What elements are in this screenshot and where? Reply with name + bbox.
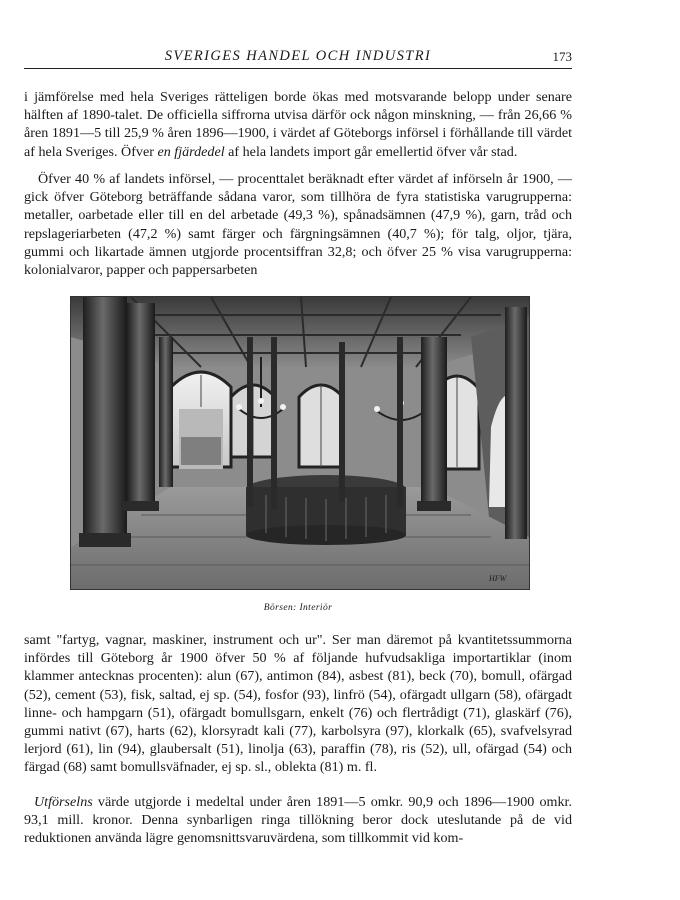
paragraph-1 (24, 88, 576, 161)
paragraph-1-text-a: i jämförelse med hela Sveriges rätteligen borde ökas med motsvarande belopp under senare hälften af 1890-talet. De officiella siffrorna utvisa därför ock någon minskning, — från 26,66 % åren 1891—5 till 25,9 % åren 1896—1900, i värdet af Göteborgs införsel i förhållande till värdet af hela Sveriges. Öfver (24, 89, 576, 160)
running-header (24, 46, 572, 69)
photo-caption: Börsen: Interiör (263, 603, 333, 613)
paragraph-4 (24, 793, 576, 848)
page-number: 173 (552, 49, 572, 64)
paragraph-1-emphasis: en fjärdedel (157, 143, 225, 160)
paragraph-1-text-b: af hela landets import går emellertid öfver vår stad. (224, 143, 518, 160)
paragraph-2: Öfver 40 % af landets införsel, — procenttalet beräknadt efter värdet af införseln år 1900, — gick öfver Göteborg beträffande sådana varor, som tillhöra de fyra statistiska varugrupperna: metaller, oarbetade eller till en del arbetade (49,3 %), spånadsämnen (47,9 %), garn, tråd och repslageriarbeten (47,2 %) samt färger och färgningsämnen (40,7 %); för talg, oljor, tjära, gummi och likartade ämnen utgjorde procentsiffran 32,8; och öfver 25 % visa varugrupperna: kolonialvaror, papper och pappersarbeten (24, 171, 572, 279)
photo-signature: HFW (489, 574, 507, 583)
paragraph-4-text: värde utgjorde i medeltal under åren 1891—5 omkr. 90,9 och 1896—1900 omkr. 93,1 mill. kronor. Denna synbarligen ringa tillökning beror dock uteslutande på de vid reduktionen använda lägre genomsnittsvaruvärdena, som tillkommit vid kom- (24, 794, 576, 847)
paragraph-4-emphasis: Utförselns (34, 794, 93, 810)
paragraph-3: samt "fartyg, vagnar, maskiner, instrument och ur". Ser man däremot på kvantitetssummorna infördes till Göteborg år 1900 öfver 50 % af följande hufvudsakliga importartiklar (inom klammer antecknas procenten): alun (67), antimon (84), asbest (81), beck (70), bomull, ofärgad (52), cement (53), fisk, saltad, ej sp. (54), fosfor (93), linfrö (54), ofärgadt ullgarn (58), ofärgadt linne- och hampgarn (51), ofärgadt bomullsgarn, enkelt (76) och flertrådigt (71), glaskärf (76), gummi nativt (67), harts (62), klorsyradt kali (77), karbolsyra (97), klorkalk (65), svafvelsyrad lerjord (61), lin (94), glaubersalt (51), linolja (63), paraffin (78), ris (52), ull, ofärgad (54) och färgad (68) samt bomullsväfnader, ej sp. sl., oblekta (81) m. fl. (24, 632, 572, 776)
photo-illustration (71, 297, 529, 589)
running-title: SVERIGES HANDEL OCH INDUSTRI (164, 48, 432, 64)
exchange-interior-photo (70, 296, 530, 590)
